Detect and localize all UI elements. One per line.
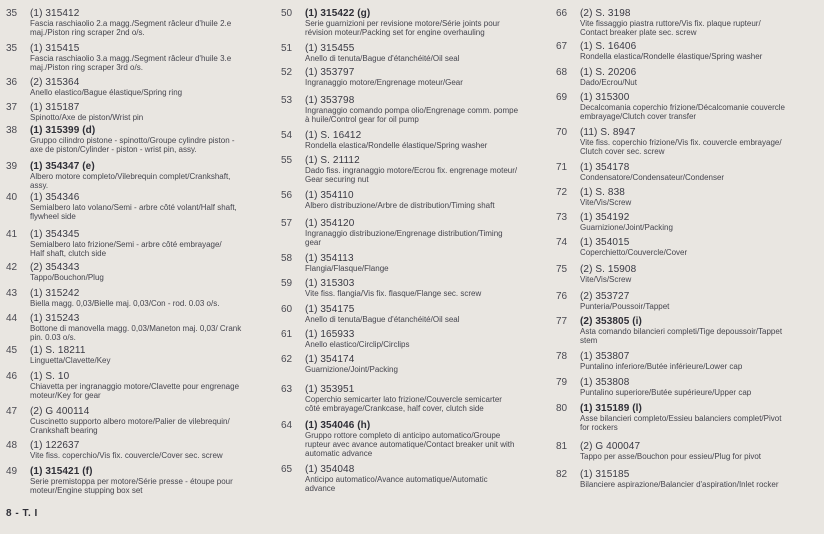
part-details bbox=[580, 316, 820, 345]
part-description-line: Ingranaggio distribuzione/Engrenage distribution/Timing bbox=[305, 229, 503, 238]
part-code: (2) 354343 bbox=[30, 262, 80, 273]
part-description-line: Dado/Ecrou/Nut bbox=[580, 78, 637, 87]
part-details bbox=[305, 253, 549, 273]
part-description-line: Chiavetta per ingranaggio motore/Clavette pour engrenage bbox=[30, 382, 240, 391]
part-description-line: Tappo/Bouchon/Plug bbox=[30, 273, 104, 282]
part-description-line: révision moteur/Packing set for engine overhauling bbox=[305, 28, 485, 37]
part-entry bbox=[281, 130, 549, 150]
part-ref-number: 44 bbox=[6, 313, 18, 324]
part-description-line: Anello di tenuta/Bague d'étanchéité/Oil seal bbox=[305, 54, 460, 63]
part-details bbox=[305, 329, 549, 349]
part-details bbox=[305, 130, 549, 150]
part-description-line: Semialbero lato frizione/Semi - arbre côté embrayage/ bbox=[30, 240, 222, 249]
part-code: (1) 315422 (g) bbox=[305, 8, 371, 19]
part-details bbox=[30, 371, 268, 400]
part-ref-number: 77 bbox=[556, 316, 568, 327]
part-ref-number: 52 bbox=[281, 67, 293, 78]
part-code: (2) 353727 bbox=[580, 291, 630, 302]
part-details bbox=[580, 212, 820, 232]
part-entry bbox=[281, 218, 549, 247]
part-code: (1) 315421 (f) bbox=[30, 466, 93, 477]
part-code: (1) 354345 bbox=[30, 229, 80, 240]
part-entry bbox=[281, 278, 549, 298]
part-ref-number: 38 bbox=[6, 125, 18, 136]
part-ref-number: 48 bbox=[6, 440, 18, 451]
part-description-line: stem bbox=[580, 336, 598, 345]
part-code: (1) 315415 bbox=[30, 43, 80, 54]
part-code: (1) 354048 bbox=[305, 464, 355, 475]
part-code: (1) S. 16406 bbox=[580, 41, 637, 52]
part-code: (1) 315189 (l) bbox=[580, 403, 642, 414]
part-entry bbox=[6, 345, 268, 365]
part-details bbox=[305, 304, 549, 324]
part-ref-number: 42 bbox=[6, 262, 18, 273]
part-description-line: Gruppo cilindro pistone - spinotto/Groupe cylindre piston - bbox=[30, 136, 235, 145]
part-code: (1) 315303 bbox=[305, 278, 355, 289]
part-details bbox=[305, 354, 549, 374]
part-details bbox=[30, 77, 268, 97]
part-code: (1) 315243 bbox=[30, 313, 80, 324]
part-entry bbox=[6, 406, 268, 435]
part-ref-number: 80 bbox=[556, 403, 568, 414]
part-entry bbox=[6, 262, 268, 282]
part-code: (1) 315412 bbox=[30, 8, 80, 19]
part-description-line: Biella magg. 0,03/Bielle maj. 0,03/Con - rod. 0.03 o/s. bbox=[30, 299, 220, 308]
part-entry bbox=[556, 377, 820, 397]
part-details bbox=[580, 264, 820, 284]
part-code: (1) 354175 bbox=[305, 304, 355, 315]
part-ref-number: 51 bbox=[281, 43, 293, 54]
part-entry bbox=[556, 316, 820, 345]
part-details bbox=[305, 464, 549, 493]
part-code: (2) S. 3198 bbox=[580, 8, 631, 19]
part-ref-number: 58 bbox=[281, 253, 293, 264]
part-ref-number: 49 bbox=[6, 466, 18, 477]
part-description-line: pin. 0.03 o/s. bbox=[30, 333, 76, 342]
part-ref-number: 81 bbox=[556, 441, 568, 452]
part-ref-number: 46 bbox=[6, 371, 18, 382]
part-ref-number: 35 bbox=[6, 43, 18, 54]
part-details bbox=[580, 351, 820, 371]
part-code: (1) 315399 (d) bbox=[30, 125, 96, 136]
part-description-line: Vite fiss. flangia/Vis fix. flasque/Flange sec. screw bbox=[305, 289, 482, 298]
part-entry bbox=[281, 67, 549, 87]
part-description-line: Crankshaft bearing bbox=[30, 426, 98, 435]
part-code: (1) 354347 (e) bbox=[30, 161, 95, 172]
part-details bbox=[30, 288, 268, 308]
part-ref-number: 53 bbox=[281, 95, 293, 106]
part-details bbox=[580, 291, 820, 311]
part-code: (2) S. 15908 bbox=[580, 264, 637, 275]
part-description-line: gear bbox=[305, 238, 322, 247]
part-entry bbox=[6, 43, 268, 72]
part-entry bbox=[556, 291, 820, 311]
page-footer: 8 - T. I bbox=[6, 508, 38, 519]
part-code: (1) S. 18211 bbox=[30, 345, 86, 356]
part-ref-number: 68 bbox=[556, 67, 568, 78]
part-entry bbox=[556, 441, 820, 461]
part-details bbox=[580, 377, 820, 397]
part-ref-number: 79 bbox=[556, 377, 568, 388]
part-entry bbox=[281, 304, 549, 324]
part-code: (1) S. 20206 bbox=[580, 67, 637, 78]
part-entry bbox=[556, 41, 820, 61]
part-description-line: advance bbox=[305, 484, 336, 493]
part-code: (1) S. 838 bbox=[580, 187, 625, 198]
part-ref-number: 63 bbox=[281, 384, 293, 395]
part-ref-number: 57 bbox=[281, 218, 293, 229]
part-description-line: Serie guarnizioni per revisione motore/Série joints pour bbox=[305, 19, 500, 28]
part-entry bbox=[556, 92, 820, 121]
part-code: (1) 315185 bbox=[580, 469, 630, 480]
part-description-line: Decalcomania coperchio frizione/Décalcomanie couvercle bbox=[580, 103, 785, 112]
part-description-line: Vite fiss. coperchio frizione/Vis fix. couvercle embrayage/ bbox=[580, 138, 782, 147]
part-description-line: moteur/Engine stupping box set bbox=[30, 486, 143, 495]
part-entry bbox=[6, 288, 268, 308]
part-description-line: Vite/Vis/Screw bbox=[580, 198, 632, 207]
part-description-line: automatic advance bbox=[305, 449, 373, 458]
part-code: (1) 353808 bbox=[580, 377, 630, 388]
part-entry bbox=[556, 351, 820, 371]
part-ref-number: 67 bbox=[556, 41, 568, 52]
part-details bbox=[30, 440, 268, 460]
part-code: (1) 353807 bbox=[580, 351, 630, 362]
part-details bbox=[30, 262, 268, 282]
part-description-line: Ingranaggio comando pompa olio/Engrenage comm. pompe bbox=[305, 106, 519, 115]
part-details bbox=[30, 313, 268, 342]
part-details bbox=[30, 102, 268, 122]
part-code: (1) 315242 bbox=[30, 288, 80, 299]
part-ref-number: 50 bbox=[281, 8, 293, 19]
part-details bbox=[305, 218, 549, 247]
part-ref-number: 74 bbox=[556, 237, 568, 248]
part-code: (1) 354192 bbox=[580, 212, 630, 223]
part-description-line: maj./Piston ring scraper 3rd o/s. bbox=[30, 63, 143, 72]
part-ref-number: 41 bbox=[6, 229, 18, 240]
part-ref-number: 72 bbox=[556, 187, 568, 198]
part-entry bbox=[281, 95, 549, 124]
part-entry bbox=[6, 8, 268, 37]
part-code: (1) 354015 bbox=[580, 237, 630, 248]
part-code: (1) 354178 bbox=[580, 162, 630, 173]
part-description-line: côté embrayage/Crankcase, half cover, clutch side bbox=[305, 404, 484, 413]
part-description-line: Semialbero lato volano/Semi - arbre côté volant/Half shaft, bbox=[30, 203, 237, 212]
part-description-line: Serie premistoppa per motore/Série presse - étoupe pour bbox=[30, 477, 233, 486]
part-details bbox=[580, 469, 820, 489]
part-details bbox=[30, 466, 268, 495]
part-description-line: Vite/Vis/Screw bbox=[580, 275, 632, 284]
part-code: (1) 354046 (h) bbox=[305, 420, 371, 431]
part-entry bbox=[281, 384, 549, 413]
part-details bbox=[305, 95, 549, 124]
part-entry bbox=[556, 237, 820, 257]
part-description-line: Spinotto/Axe de piston/Wrist pin bbox=[30, 113, 144, 122]
part-entry bbox=[6, 371, 268, 400]
part-description-line: flywheel side bbox=[30, 212, 76, 221]
part-description-line: Dado fiss. ingranaggio motore/Ecrou fix. engrenage moteur/ bbox=[305, 166, 518, 175]
part-details bbox=[580, 127, 820, 156]
part-code: (1) S. 10 bbox=[30, 371, 70, 382]
part-ref-number: 62 bbox=[281, 354, 293, 365]
part-description-line: Anello elastico/Circlip/Circlips bbox=[305, 340, 410, 349]
part-details bbox=[30, 43, 268, 72]
part-details bbox=[580, 403, 820, 432]
part-details bbox=[305, 190, 549, 210]
part-description-line: maj./Piston ring scraper 2nd o/s. bbox=[30, 28, 145, 37]
part-code: (1) 354174 bbox=[305, 354, 355, 365]
part-ref-number: 69 bbox=[556, 92, 568, 103]
part-description-line: Clutch cover sec. screw bbox=[580, 147, 665, 156]
part-ref-number: 82 bbox=[556, 469, 568, 480]
part-entry bbox=[281, 190, 549, 210]
part-entry bbox=[6, 125, 268, 154]
part-details bbox=[580, 187, 820, 207]
part-ref-number: 65 bbox=[281, 464, 293, 475]
part-code: (1) 354120 bbox=[305, 218, 355, 229]
part-description-line: Gruppo rottore completo di anticipo automatico/Groupe bbox=[305, 431, 501, 440]
part-code: (1) 315300 bbox=[580, 92, 630, 103]
part-description-line: Cuscinetto supporto albero motore/Palier de vilebrequin/ bbox=[30, 417, 230, 426]
part-description-line: rupteur avec avance automatique/Contact breaker unit with bbox=[305, 440, 515, 449]
part-code: (1) 315455 bbox=[305, 43, 355, 54]
part-entry bbox=[556, 403, 820, 432]
part-description-line: Albero distribuzione/Arbre de distribution/Timing shaft bbox=[305, 201, 495, 210]
part-details bbox=[30, 192, 268, 221]
part-description-line: Fascia raschiaolio 3.a magg./Segment râcleur d'huile 3.e bbox=[30, 54, 232, 63]
part-ref-number: 70 bbox=[556, 127, 568, 138]
part-ref-number: 54 bbox=[281, 130, 293, 141]
part-ref-number: 71 bbox=[556, 162, 568, 173]
part-details bbox=[305, 67, 549, 87]
part-entry bbox=[556, 67, 820, 87]
part-entry bbox=[556, 187, 820, 207]
part-ref-number: 39 bbox=[6, 161, 18, 172]
part-details bbox=[30, 8, 268, 37]
part-description-line: Punteria/Poussoir/Tappet bbox=[580, 302, 670, 311]
part-entry bbox=[281, 354, 549, 374]
part-ref-number: 47 bbox=[6, 406, 18, 417]
part-entry bbox=[281, 253, 549, 273]
part-details bbox=[305, 8, 549, 37]
part-description-line: Flangia/Flasque/Flange bbox=[305, 264, 389, 273]
part-ref-number: 73 bbox=[556, 212, 568, 223]
part-description-line: embrayage/Clutch cover transfer bbox=[580, 112, 697, 121]
part-details bbox=[305, 43, 549, 63]
part-entry bbox=[556, 212, 820, 232]
part-entry bbox=[556, 8, 820, 37]
part-code: (1) 353797 bbox=[305, 67, 355, 78]
part-ref-number: 37 bbox=[6, 102, 18, 113]
part-description-line: Coperchietto/Couvercle/Cover bbox=[580, 248, 688, 257]
part-code: (2) 315364 bbox=[30, 77, 80, 88]
part-description-line: Asse bilancieri completo/Essieu balanciers complet/Pivot bbox=[580, 414, 782, 423]
part-ref-number: 55 bbox=[281, 155, 293, 166]
part-details bbox=[30, 229, 268, 258]
part-description-line: à huile/Control gear for oil pump bbox=[305, 115, 419, 124]
part-description-line: Albero motore completo/Vilebrequin complet/Crankshaft, bbox=[30, 172, 231, 181]
part-entry bbox=[6, 102, 268, 122]
part-details bbox=[305, 278, 549, 298]
part-entry bbox=[6, 192, 268, 221]
part-code: (11) S. 8947 bbox=[580, 127, 636, 138]
part-ref-number: 35 bbox=[6, 8, 18, 19]
part-ref-number: 45 bbox=[6, 345, 18, 356]
part-entry bbox=[281, 43, 549, 63]
part-code: (2) G 400114 bbox=[30, 406, 90, 417]
part-code: (1) 353951 bbox=[305, 384, 355, 395]
part-code: (1) 354346 bbox=[30, 192, 80, 203]
part-details bbox=[580, 92, 820, 121]
part-description-line: Gear securing nut bbox=[305, 175, 369, 184]
part-entry bbox=[6, 466, 268, 495]
part-entry bbox=[6, 313, 268, 342]
part-description-line: Ingranaggio motore/Engrenage moteur/Gear bbox=[305, 78, 463, 87]
part-details bbox=[580, 441, 820, 461]
part-entry bbox=[281, 464, 549, 493]
part-ref-number: 60 bbox=[281, 304, 293, 315]
part-description-line: Guarnizione/Joint/Packing bbox=[305, 365, 398, 374]
part-description-line: Fascia raschiaolio 2.a magg./Segment râcleur d'huile 2.e bbox=[30, 19, 232, 28]
part-ref-number: 78 bbox=[556, 351, 568, 362]
part-description-line: Anello di tenuta/Bague d'étanchéité/Oil seal bbox=[305, 315, 460, 324]
part-description-line: Bottone di manovella magg. 0,03/Maneton maj. 0,03/ Crank bbox=[30, 324, 242, 333]
part-entry bbox=[556, 162, 820, 182]
part-code: (1) 354110 bbox=[305, 190, 354, 201]
part-description-line: Vite fiss. coperchio/Vis fix. couvercle/Cover sec. screw bbox=[30, 451, 223, 460]
part-ref-number: 76 bbox=[556, 291, 568, 302]
part-description-line: Bilanciere aspirazione/Balancier d'aspiration/Inlet rocker bbox=[580, 480, 779, 489]
part-code: (1) 122637 bbox=[30, 440, 80, 451]
part-code: (1) S. 16412 bbox=[305, 130, 362, 141]
part-description-line: Half shaft, clutch side bbox=[30, 249, 107, 258]
part-ref-number: 66 bbox=[556, 8, 568, 19]
part-description-line: assy. bbox=[30, 181, 49, 190]
part-entry bbox=[281, 329, 549, 349]
part-details bbox=[30, 345, 268, 365]
part-ref-number: 40 bbox=[6, 192, 18, 203]
part-description-line: Asta comando bilancieri completi/Tige depoussoir/Tappet bbox=[580, 327, 783, 336]
part-entry bbox=[6, 440, 268, 460]
part-ref-number: 43 bbox=[6, 288, 18, 299]
part-ref-number: 64 bbox=[281, 420, 293, 431]
part-description-line: Vite fissaggio piastra ruttore/Vis fix. plaque rupteur/ bbox=[580, 19, 761, 28]
part-code: (1) 354113 bbox=[305, 253, 354, 264]
part-description-line: Puntalino superiore/Butée supérieure/Upper cap bbox=[580, 388, 752, 397]
part-details bbox=[305, 420, 549, 458]
part-details bbox=[580, 237, 820, 257]
part-entry bbox=[6, 77, 268, 97]
part-details bbox=[580, 67, 820, 87]
part-description-line: Tappo per asse/Bouchon pour essieu/Plug for pivot bbox=[580, 452, 762, 461]
part-description-line: Linguetta/Clavette/Key bbox=[30, 356, 111, 365]
part-description-line: Anticipo automatico/Avance automatique/Automatic bbox=[305, 475, 488, 484]
part-description-line: Contact breaker plate sec. screw bbox=[580, 28, 697, 37]
part-ref-number: 59 bbox=[281, 278, 293, 289]
part-details bbox=[30, 406, 268, 435]
part-ref-number: 75 bbox=[556, 264, 568, 275]
part-entry bbox=[556, 127, 820, 156]
part-description-line: Coperchio semicarter lato frizione/Couvercle semicarter bbox=[305, 395, 502, 404]
part-details bbox=[580, 8, 820, 37]
part-details bbox=[580, 41, 820, 61]
part-details bbox=[30, 125, 268, 154]
part-entry bbox=[6, 161, 268, 190]
part-code: (2) G 400047 bbox=[580, 441, 641, 452]
part-details bbox=[305, 384, 549, 413]
part-entry bbox=[556, 264, 820, 284]
part-description-line: axe de piston/Cylinder - piston - wrist pin, assy. bbox=[30, 145, 197, 154]
part-description-line: moteur/Key for gear bbox=[30, 391, 101, 400]
part-entry bbox=[6, 229, 268, 258]
part-description-line: for rockers bbox=[580, 423, 618, 432]
part-description-line: Condensatore/Condensateur/Condenser bbox=[580, 173, 725, 182]
part-entry bbox=[281, 155, 549, 184]
part-code: (1) 165933 bbox=[305, 329, 355, 340]
part-ref-number: 36 bbox=[6, 77, 18, 88]
part-code: (2) 353805 (i) bbox=[580, 316, 642, 327]
part-entry bbox=[556, 469, 820, 489]
part-code: (1) 353798 bbox=[305, 95, 355, 106]
part-code: (1) 315187 bbox=[30, 102, 80, 113]
part-details bbox=[305, 155, 549, 184]
part-description-line: Puntalino inferiore/Butée inférieure/Lower cap bbox=[580, 362, 743, 371]
part-ref-number: 56 bbox=[281, 190, 293, 201]
part-details bbox=[580, 162, 820, 182]
part-entry bbox=[281, 420, 549, 458]
part-entry bbox=[281, 8, 549, 37]
part-description-line: Rondella elastica/Rondelle élastique/Spring washer bbox=[580, 52, 763, 61]
part-code: (1) S. 21112 bbox=[305, 155, 360, 166]
part-description-line: Anello elastico/Bague élastique/Spring ring bbox=[30, 88, 183, 97]
part-ref-number: 61 bbox=[281, 329, 293, 340]
part-details bbox=[30, 161, 268, 190]
part-description-line: Rondella elastica/Rondelle élastique/Spring washer bbox=[305, 141, 488, 150]
part-description-line: Guarnizione/Joint/Packing bbox=[580, 223, 673, 232]
